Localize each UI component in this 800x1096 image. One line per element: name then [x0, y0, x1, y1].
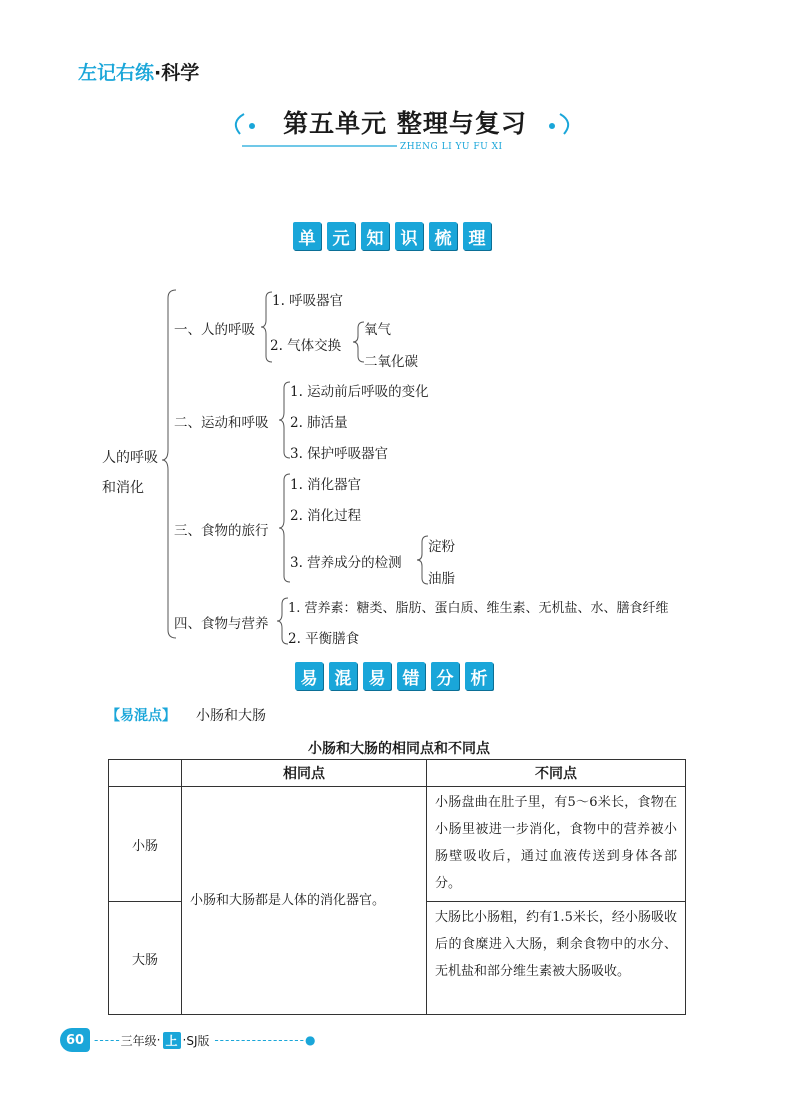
unit-pinyin: ZHENG LI YU FU XI [400, 142, 503, 152]
mindmap-item: 3. 保护呼吸器官 [290, 446, 389, 462]
mindmap-branch-2: 二、运动和呼吸 [174, 415, 269, 431]
brand-subject: 科学 [161, 62, 200, 84]
section-char: 错 [397, 662, 425, 690]
mindmap-item: 2. 肺活量 [290, 415, 348, 431]
section-mistakes-header [295, 662, 493, 690]
comparison-table [108, 759, 686, 1015]
section-char: 易 [363, 662, 391, 690]
diff-small-intestine-cell: 小肠盘曲在肚子里，有5～6米长，食物在小肠里被进一步消化，食物中的营养被小肠壁吸收后，通过血液传送到身体各部分。 [427, 787, 686, 902]
table-caption: 小肠和大肠的相同点和不同点 [308, 741, 490, 757]
mindmap-root-line1: 人的呼吸 [102, 450, 158, 466]
section-char: 梳 [429, 222, 457, 250]
page-number: 60 [60, 1028, 90, 1052]
table-row [109, 787, 686, 902]
mindmap-leaf: 油脂 [428, 571, 455, 587]
section-knowledge-header [293, 222, 491, 250]
footer-dot: · [182, 1033, 187, 1047]
mindmap-branch-4: 四、食物与营养 [174, 616, 269, 632]
mindmap-item: 3. 营养成分的检测 [290, 555, 402, 571]
footer-dash-icon: ----- [94, 1033, 121, 1047]
section-char: 元 [327, 222, 355, 250]
row-name-large-intestine: 大肠 [109, 902, 182, 1015]
same-points-cell: 小肠和大肠都是人体的消化器官。 [182, 787, 427, 1015]
footer-edition: SJ版 [186, 1033, 210, 1048]
mindmap-root [102, 443, 158, 503]
mindmap-leaf: 淀粉 [428, 539, 455, 555]
diff-large-intestine-cell: 大肠比小肠粗，约有1.5米长，经小肠吸收后的食糜进入大肠，剩余食物中的水分、无机盐和部分维生素被大肠吸收。 [427, 902, 686, 1015]
section-char: 混 [329, 662, 357, 690]
brand-title [78, 58, 199, 85]
unit-title: 第五单元 整理与复习 [283, 109, 527, 138]
mindmap-item: 2. 平衡膳食 [288, 631, 360, 647]
section-char: 知 [361, 222, 389, 250]
mindmap-item: 2. 气体交换 [270, 338, 342, 354]
mindmap-root-line2: 和消化 [102, 480, 144, 496]
mindmap-item: 1. 消化器官 [290, 477, 362, 493]
table-corner-cell [109, 760, 182, 787]
confusing-point-topic: 小肠和大肠 [196, 708, 266, 724]
mindmap-item: 1. 呼吸器官 [272, 293, 344, 309]
section-char: 分 [431, 662, 459, 690]
mindmap-branch-1: 一、人的呼吸 [174, 322, 255, 338]
footer-dots-icon: -----------------● [209, 1033, 317, 1047]
mindmap-leaf: 二氧化碳 [364, 354, 418, 370]
section-char: 单 [293, 222, 321, 250]
mindmap-branch-3: 三、食物的旅行 [174, 523, 269, 539]
footer-dot: · [156, 1033, 161, 1047]
column-header-same: 相同点 [182, 760, 427, 787]
column-header-diff: 不同点 [427, 760, 686, 787]
mindmap-item: 1. 营养素：糖类、脂肪、蛋白质、维生素、无机盐、水、膳食纤维 [288, 601, 669, 616]
row-name-small-intestine: 小肠 [109, 787, 182, 902]
mindmap-leaf: 氧气 [364, 322, 391, 338]
mindmap-item: 2. 消化过程 [290, 508, 362, 524]
confusing-point-tag: 【易混点】 [106, 708, 176, 724]
mindmap-item: 1. 运动前后呼吸的变化 [290, 384, 429, 400]
page-footer [60, 1028, 316, 1052]
brand-series: 左记右练 [78, 62, 155, 84]
section-char: 易 [295, 662, 323, 690]
brand-dot: · [154, 62, 162, 84]
footer-term: 上 [163, 1032, 181, 1049]
section-char: 析 [465, 662, 493, 690]
section-char: 识 [395, 222, 423, 250]
table-header-row [109, 760, 686, 787]
section-char: 理 [463, 222, 491, 250]
footer-grade: 三年级 [120, 1033, 157, 1048]
